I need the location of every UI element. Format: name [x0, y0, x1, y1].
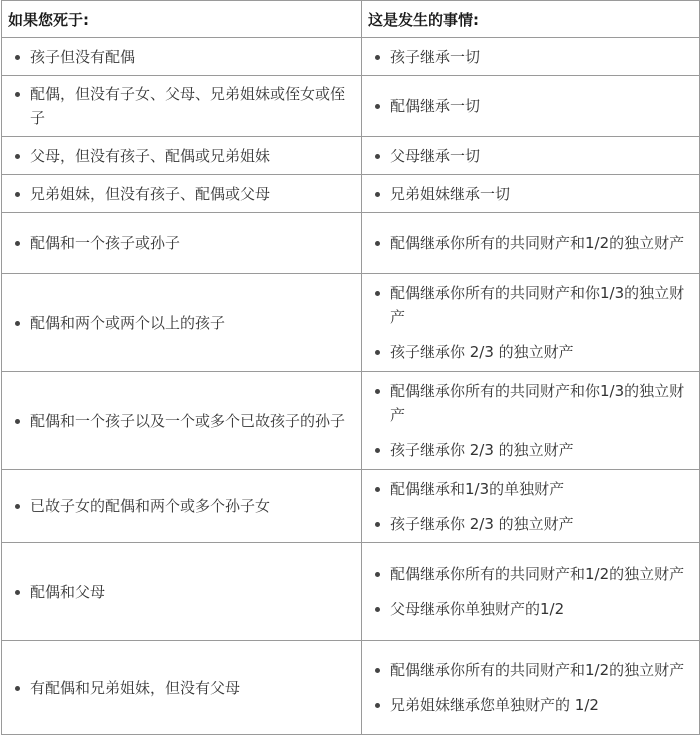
result-cell — [362, 470, 700, 543]
result-cell — [362, 213, 700, 274]
condition-text: 兄弟姐妹，但没有孩子、配偶或父母 — [2, 182, 361, 206]
condition-text: 配偶和一个孩子或孙子 — [2, 231, 361, 255]
result-text: 兄弟姐妹继承一切 — [362, 182, 699, 206]
table-row — [2, 213, 700, 274]
result-cell — [362, 76, 700, 137]
condition-cell — [2, 641, 362, 735]
condition-text: 已故子女的配偶和两个或多个孙子女 — [2, 494, 361, 518]
result-cell — [362, 372, 700, 470]
condition-text: 配偶和两个或两个以上的孩子 — [2, 311, 361, 335]
result-cell — [362, 274, 700, 372]
condition-cell — [2, 76, 362, 137]
result-text: 配偶继承一切 — [362, 94, 699, 118]
table-row — [2, 38, 700, 76]
result-cell — [362, 38, 700, 76]
table-row — [2, 641, 700, 735]
result-cell — [362, 641, 700, 735]
inheritance-table — [1, 0, 700, 735]
condition-cell — [2, 137, 362, 175]
condition-cell — [2, 470, 362, 543]
result-text: 配偶继承和1/3的单独财产 — [362, 477, 699, 501]
result-cell — [362, 543, 700, 641]
table-row — [2, 543, 700, 641]
condition-cell — [2, 543, 362, 641]
condition-cell — [2, 274, 362, 372]
result-text: 孩子继承你 2/3 的独立财产 — [362, 438, 699, 462]
result-text: 父母继承你单独财产的1/2 — [362, 597, 699, 621]
condition-text: 配偶和一个孩子以及一个或多个已故孩子的孙子 — [2, 409, 361, 433]
condition-text: 配偶，但没有子女、父母、兄弟姐妹或侄女或侄子 — [2, 82, 361, 130]
table-row — [2, 76, 700, 137]
table-row — [2, 175, 700, 213]
table-row — [2, 372, 700, 470]
table-row — [2, 274, 700, 372]
result-cell — [362, 175, 700, 213]
result-text: 父母继承一切 — [362, 144, 699, 168]
condition-cell — [2, 372, 362, 470]
result-cell — [362, 137, 700, 175]
condition-text: 孩子但没有配偶 — [2, 45, 361, 69]
result-text: 孩子继承你 2/3 的独立财产 — [362, 340, 699, 364]
table-row — [2, 470, 700, 543]
header-result: 这是发生的事情: — [362, 1, 700, 38]
condition-cell — [2, 38, 362, 76]
result-text: 配偶继承你所有的共同财产和1/2的独立财产 — [362, 562, 699, 586]
condition-cell — [2, 175, 362, 213]
condition-text: 配偶和父母 — [2, 580, 361, 604]
table-row — [2, 137, 700, 175]
header-row — [2, 1, 700, 38]
condition-text: 父母，但没有孩子、配偶或兄弟姐妹 — [2, 144, 361, 168]
condition-cell — [2, 213, 362, 274]
result-text: 配偶继承你所有的共同财产和你1/3的独立财产 — [362, 281, 699, 329]
result-text: 孩子继承一切 — [362, 45, 699, 69]
result-text: 孩子继承你 2/3 的独立财产 — [362, 512, 699, 536]
header-condition: 如果您死于: — [2, 1, 362, 38]
condition-text: 有配偶和兄弟姐妹，但没有父母 — [2, 676, 361, 700]
result-text: 配偶继承你所有的共同财产和1/2的独立财产 — [362, 231, 699, 255]
result-text: 兄弟姐妹继承您单独财产的 1/2 — [362, 693, 699, 717]
result-text: 配偶继承你所有的共同财产和你1/3的独立财产 — [362, 379, 699, 427]
result-text: 配偶继承你所有的共同财产和1/2的独立财产 — [362, 658, 699, 682]
